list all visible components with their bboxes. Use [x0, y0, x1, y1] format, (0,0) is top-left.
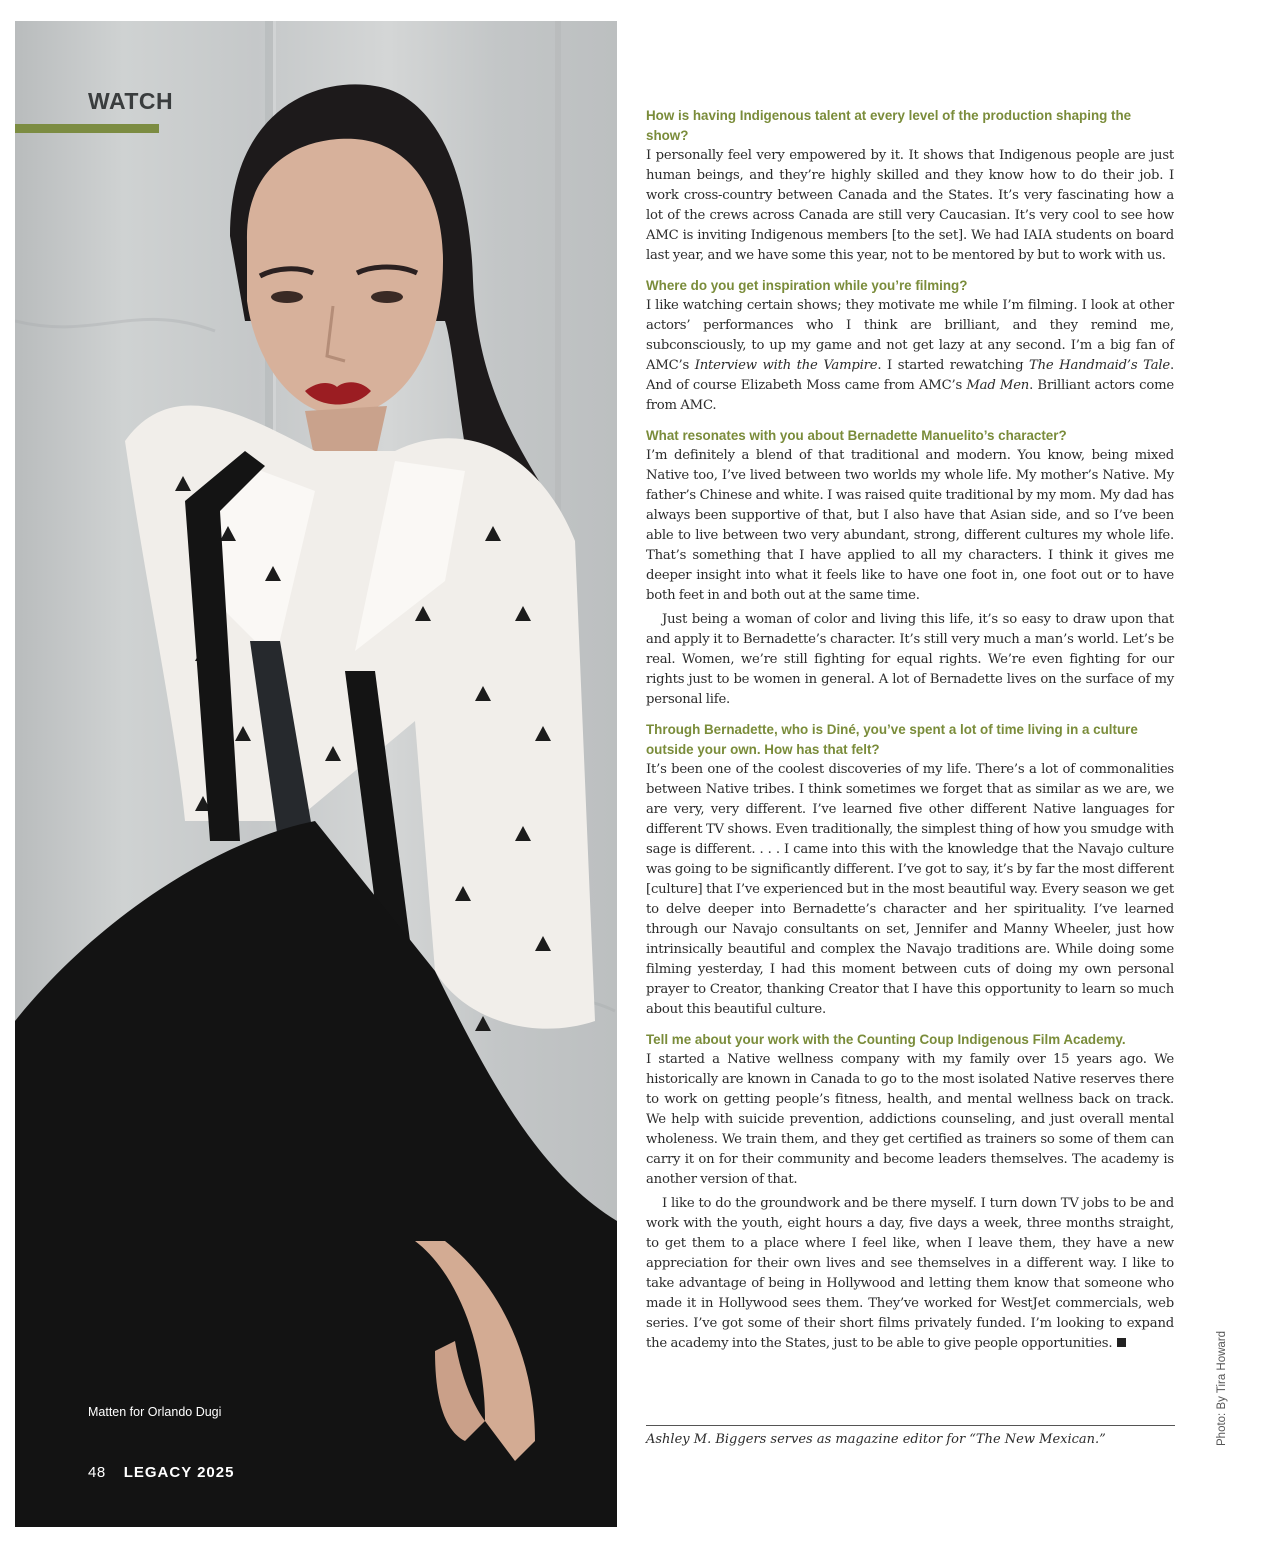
portrait-photo — [15, 21, 617, 1527]
show-title: Mad Men — [966, 378, 1030, 393]
photo-caption: Matten for Orlando Dugi — [88, 1405, 222, 1419]
portrait-illustration — [15, 21, 617, 1527]
answer-paragraph: I’m definitely a blend of that traditional and modern. You know, being mixed Native too, I’ve lived between two worlds my whole life. My mother’s Native. My father’s Chinese and white. I was raised quite traditional by my mom. My dad has always been supportive of that, but I also have that Asian side, and so I’ve been able to live between two very abundant, strong, different cultures my whole life. That’s something that I have applied to all my characters. I think it gives me deeper insight into what it feels like to have one foot in, one foot out or to have both feet in and both out at the same time. — [646, 448, 1174, 603]
question-heading: Tell me about your work with the Counting Coup Indigenous Film Academy. — [646, 1032, 1126, 1047]
section-label: WATCH — [88, 88, 174, 114]
article-body — [646, 106, 1174, 1358]
show-title: The Handmaid’s Tale — [1029, 358, 1170, 373]
bio-divider — [646, 1425, 1175, 1426]
question-heading: Where do you get inspiration while you’re filming? — [646, 278, 968, 293]
answer-paragraph: I like watching certain shows; they motivate me while I’m filming. I look at other actors’ performances who I think are brilliant, and they remind me, subconsciously, to up my game and not get lazy at any second. I’m a big fan of AMC’s Interview with the Vampire. I started rewatching The Handmaid’s Tale. And of course Elizabeth Moss came from AMC’s Mad Men. Brilliant actors come from AMC. — [646, 298, 1174, 413]
answer-paragraph: I personally feel very empowered by it. It shows that Indigenous people are just human beings, and they’re highly skilled and they know how to do their job. I work cross-country between Canada and the States. It’s very fascinating how a lot of the crews across Canada are still very Caucasian. It’s very cool to see how AMC is inviting Indigenous members [to the set]. We had IAIA students on board last year, and we have some this year, not to be mentored by but to work with us. — [646, 148, 1174, 263]
question-heading: What resonates with you about Bernadette Manuelito’s character? — [646, 428, 1067, 443]
answer-paragraph: Just being a woman of color and living this life, it’s so easy to draw upon that and apply it to Bernadette’s character. It’s still very much a man’s world. Let’s be real. Women, we’re still fighting for equal rights. We’re even fighting for our rights just to be women in general. A lot of Bernadette lives on the surface of my personal life. — [646, 612, 1174, 707]
show-title: Interview with the Vampire — [694, 358, 878, 373]
photo-credit: Photo: By Tira Howard — [1216, 1330, 1228, 1446]
publication-name: LEGACY 2025 — [123, 1464, 235, 1481]
question-heading: Through Bernadette, who is Diné, you’ve spent a lot of time living in a culture outside your own. How has that felt? — [646, 722, 1138, 757]
page-folio — [88, 1464, 234, 1481]
end-mark — [1117, 1338, 1126, 1347]
section-accent-rule — [15, 124, 159, 133]
author-bio: Ashley M. Biggers serves as magazine editor for “The New Mexican.” — [646, 1432, 1106, 1447]
page-number: 48 — [88, 1464, 106, 1481]
question-heading: How is having Indigenous talent at every level of the production shaping the show? — [646, 108, 1132, 143]
answer-paragraph: I started a Native wellness company with my family over 15 years ago. We historically are known in Canada to go to the most isolated Native reserves there to work on getting people’s fitness, health, and mental wellness back on track. We help with suicide prevention, addictions counseling, and just overall mental wholeness. We train them, and they get certified as trainers so some of them can carry it on for their community and become leaders themselves. The academy is another version of that. — [646, 1052, 1174, 1187]
answer-paragraph: It’s been one of the coolest discoveries of my life. There’s a lot of commonalities between Native tribes. I think sometimes we forget that as similar as we are, we are very, very different. I’ve learned five other different Native languages for different TV shows. Even traditionally, the simplest thing of how you smudge with sage is different. . . . I came into this with the knowledge that the Navajo culture was going to be significantly different. I’ve got to say, it’s by far the most different [culture] that I’ve experienced but in the most beautiful way. Every season we get to delve deeper into Bernadette’s character and her spirituality. I’ve learned through our Navajo consultants on set, Jennifer and Manny Wheeler, just how intrinsically beautiful and complex the Navajo traditions are. While doing some filming yesterday, I had this moment between cuts of doing my own personal prayer to Creator, thanking Creator that I have this opportunity to learn so much about this beautiful culture. — [646, 762, 1174, 1017]
answer-paragraph: I like to do the groundwork and be there myself. I turn down TV jobs to be and work with the youth, eight hours a day, five days a week, three months straight, to get them to a place where I feel like, when I leave them, they have a new appreciation for their own lives and see themselves in a different way. I like to take advantage of being in Hollywood and letting them know that someone who made it in Hollywood sees them. They’ve worked for WestJet commercials, web series. I’ve got some of their short films privately funded. I’m looking to expand the academy into the States, just to be able to give people opportunities. — [646, 1196, 1174, 1351]
